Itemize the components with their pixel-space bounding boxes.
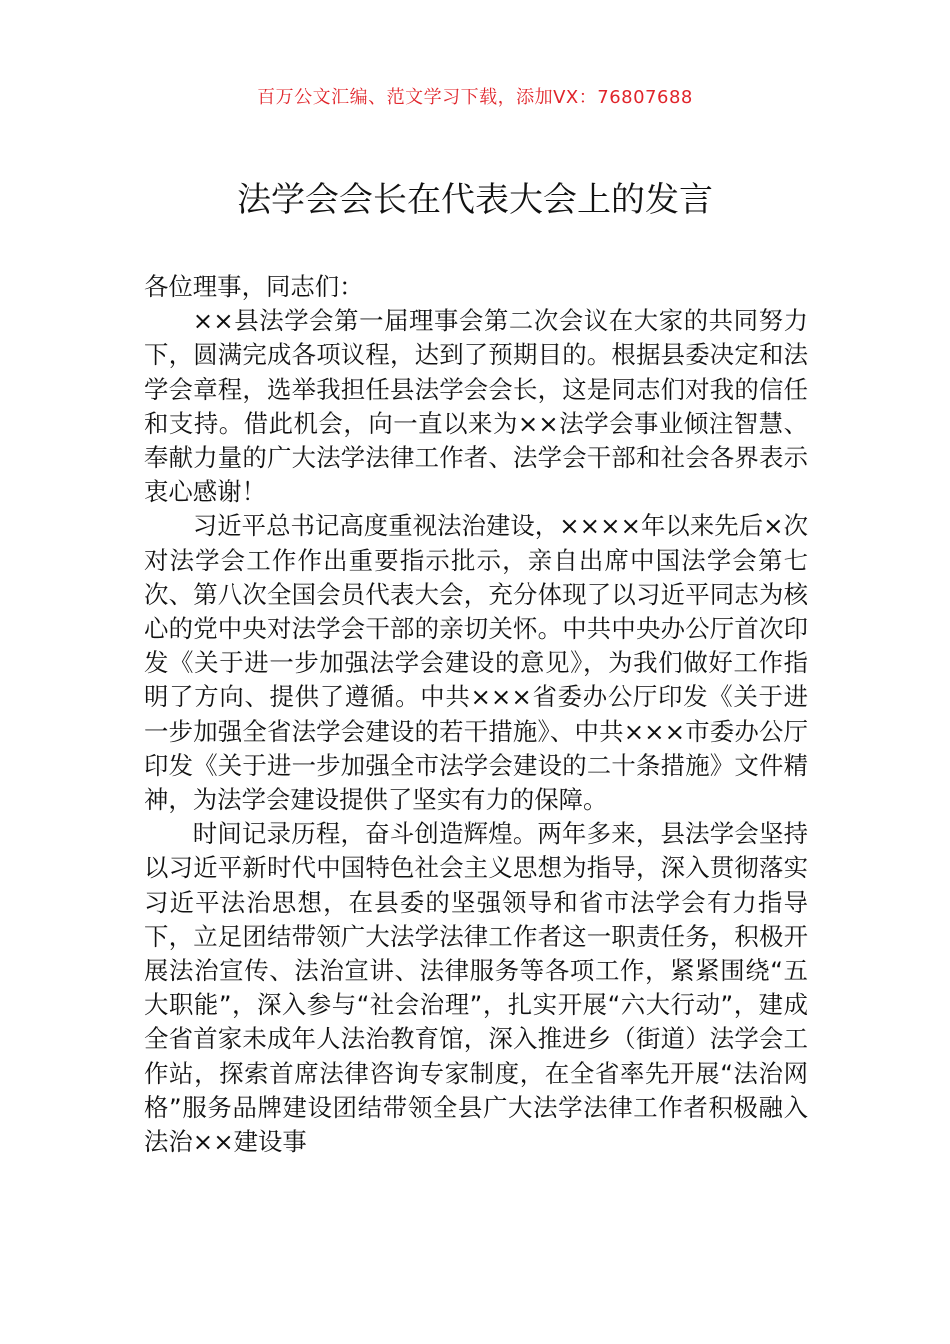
document-body [144, 270, 808, 1159]
header-note: 百万公文汇编、范文学习下载，添加VX：76807688 [257, 87, 693, 108]
salutation: 各位理事，同志们： [144, 272, 364, 301]
paragraph-3: 时间记录历程，奋斗创造辉煌。两年多来，县法学会坚持以习近平新时代中国特色社会主义思想为指导，深入贯彻落实习近平法治思想，在县委的坚强领导和省市法学会有力指导下，立足团结带领广大法学法律工作者这一职责任务，积极开展法治宣传、法治宣讲、法律服务等各项工作，紧紧围绕“五大职能”，深入参与“社会治理”，扎实开展“六大行动”，建成全省首家未成年人法治教育馆，深入推进乡（街道）法学会工作站，探索首席法律咨询专家制度，在全省率先开展“法治网格”服务品牌建设团结带领全县广大法学法律工作者积极融入法治××建设事 [144, 819, 808, 1157]
paragraph-2: 习近平总书记高度重视法治建设，××××年以来先后×次对法学会工作作出重要指示批示，亲自出席中国法学会第七次、第八次全国会员代表大会，充分体现了以习近平同志为核心的党中央对法学会干部的亲切关怀。中共中央办公厅首次印发《关于进一步加强法学会建设的意见》，为我们做好工作指明了方向、提供了遵循。中共×××省委办公厅印发《关于进一步加强全省法学会建设的若干措施》、中共×××市委办公厅印发《关于进一步加强全市法学会建设的二十条措施》文件精神，为法学会建设提供了坚实有力的保障。 [144, 511, 808, 815]
document-title: 法学会会长在代表大会上的发言 [237, 180, 713, 220]
paragraph-1: ××县法学会第一届理事会第二次会议在大家的共同努力下，圆满完成各项议程，达到了预期目的。根据县委决定和法学会章程，选举我担任县法学会会长，这是同志们对我的信任和支持。借此机会，向一直以来为××法学会事业倾注智慧、奉献力量的广大法学法律工作者、法学会干部和社会各界表示衷心感谢！ [144, 306, 808, 507]
